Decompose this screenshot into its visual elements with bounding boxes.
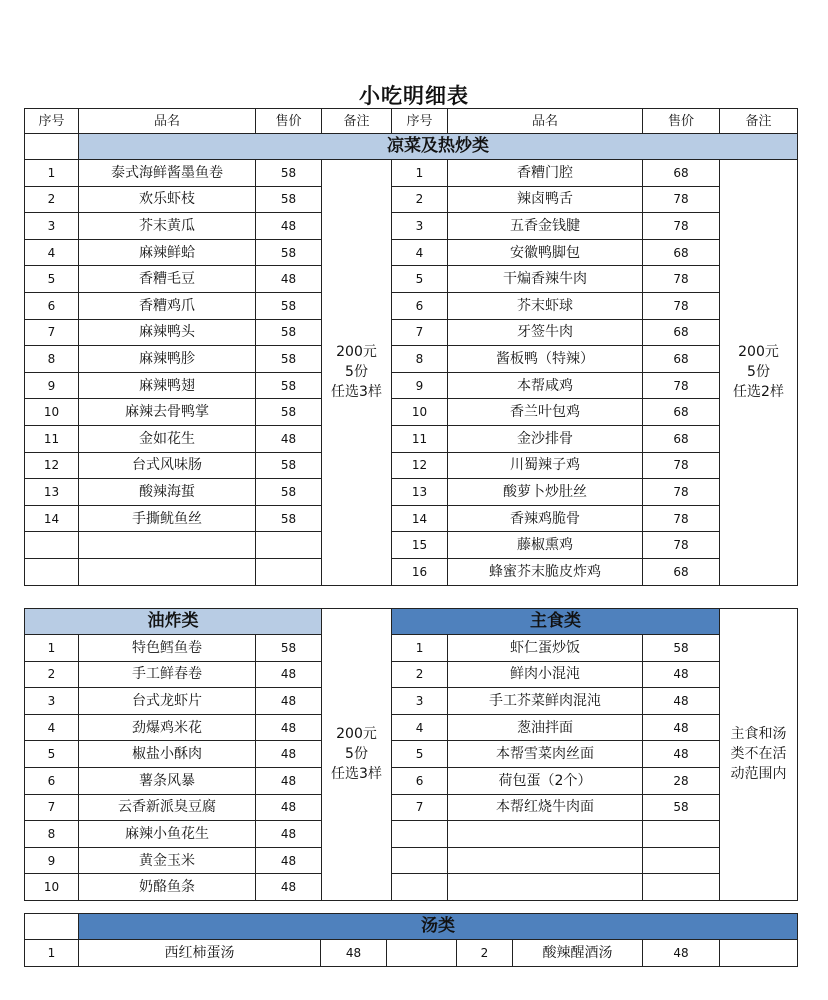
item-name: 麻辣去骨鸭掌 [79, 399, 256, 426]
empty-cell [392, 874, 448, 901]
item-no: 15 [392, 532, 448, 559]
item-no: 8 [25, 346, 79, 373]
note-line: 200元 [336, 344, 377, 361]
empty-cell [256, 558, 322, 585]
item-name: 香兰叶包鸡 [448, 399, 643, 426]
item-no: 2 [25, 661, 79, 688]
item-name: 酸萝卜炒肚丝 [448, 479, 643, 506]
item-price: 58 [256, 479, 322, 506]
item-name: 泰式海鲜酱墨鱼卷 [79, 160, 256, 187]
item-no: 5 [25, 266, 79, 293]
item-name: 荷包蛋（2个） [448, 767, 643, 794]
item-name: 本帮雪菜肉丝面 [448, 741, 643, 768]
item-price: 78 [643, 292, 720, 319]
item-name: 特色鳕鱼卷 [79, 635, 256, 662]
empty-cell [392, 847, 448, 874]
item-name: 鲜肉小混沌 [448, 661, 643, 688]
soup-price: 48 [643, 940, 720, 967]
empty-cell [392, 821, 448, 848]
note-line: 200元 [738, 344, 779, 361]
item-name: 香糟鸡爪 [79, 292, 256, 319]
item-price: 48 [256, 794, 322, 821]
item-price: 58 [256, 292, 322, 319]
item-no: 5 [25, 741, 79, 768]
item-name: 川蜀辣子鸡 [448, 452, 643, 479]
item-no: 14 [392, 505, 448, 532]
item-name: 台式风味肠 [79, 452, 256, 479]
item-price: 48 [643, 688, 720, 715]
item-name: 麻辣鸭翅 [79, 372, 256, 399]
item-no: 7 [392, 794, 448, 821]
item-no: 7 [392, 319, 448, 346]
band-spacer [25, 914, 79, 940]
soup-price: 48 [321, 940, 387, 967]
item-name: 黄金玉米 [79, 847, 256, 874]
item-name: 金沙排骨 [448, 425, 643, 452]
item-price: 48 [256, 661, 322, 688]
item-no: 13 [25, 479, 79, 506]
band-spacer [25, 134, 79, 160]
note-line: 任选2样 [733, 384, 784, 401]
note-line: 任选3样 [331, 384, 382, 401]
note-line: 类不在活 [730, 746, 787, 763]
empty-cell [25, 558, 79, 585]
note-line: 主食和汤 [730, 726, 787, 743]
item-price: 48 [256, 767, 322, 794]
empty-cell [643, 874, 720, 901]
item-price: 48 [256, 213, 322, 240]
header-no: 序号 [392, 109, 448, 134]
item-no: 9 [25, 372, 79, 399]
item-name: 芥末虾球 [448, 292, 643, 319]
item-price: 78 [643, 479, 720, 506]
item-price: 58 [256, 505, 322, 532]
item-name: 椒盐小酥肉 [79, 741, 256, 768]
item-price: 78 [643, 532, 720, 559]
item-no: 4 [392, 239, 448, 266]
fried-note [322, 609, 392, 901]
empty-cell [448, 874, 643, 901]
item-no: 11 [25, 425, 79, 452]
item-no: 13 [392, 479, 448, 506]
item-name: 牙签牛肉 [448, 319, 643, 346]
item-no: 2 [25, 186, 79, 213]
item-name: 手撕鱿鱼丝 [79, 505, 256, 532]
item-price: 48 [256, 714, 322, 741]
item-no: 7 [25, 319, 79, 346]
empty-cell [79, 532, 256, 559]
item-price: 68 [643, 160, 720, 187]
item-price: 58 [256, 346, 322, 373]
header-note: 备注 [322, 109, 392, 134]
item-name: 金如花生 [79, 425, 256, 452]
staple-note [720, 609, 798, 901]
soup-table [24, 913, 798, 967]
header-note: 备注 [720, 109, 798, 134]
item-no: 6 [25, 292, 79, 319]
item-no: 6 [392, 292, 448, 319]
item-price: 48 [256, 741, 322, 768]
item-name: 芥末黄瓜 [79, 213, 256, 240]
item-no: 7 [25, 794, 79, 821]
item-price: 78 [643, 505, 720, 532]
item-no: 4 [392, 714, 448, 741]
item-name: 五香金钱腱 [448, 213, 643, 240]
item-name: 云香新派臭豆腐 [79, 794, 256, 821]
empty-cell [387, 940, 457, 967]
item-no: 6 [392, 767, 448, 794]
item-name: 麻辣鸭胗 [79, 346, 256, 373]
item-name: 辣卤鸭舌 [448, 186, 643, 213]
page-title: 小吃明细表 [359, 84, 469, 108]
item-no: 6 [25, 767, 79, 794]
item-price: 58 [256, 160, 322, 187]
item-name: 香辣鸡脆骨 [448, 505, 643, 532]
item-price: 58 [256, 452, 322, 479]
item-no: 2 [392, 186, 448, 213]
section-title-fried: 油炸类 [25, 609, 322, 635]
empty-cell [643, 821, 720, 848]
header-price: 售价 [643, 109, 720, 134]
item-no: 5 [392, 741, 448, 768]
item-no: 12 [25, 452, 79, 479]
item-name: 酸辣海蜇 [79, 479, 256, 506]
item-price: 68 [643, 558, 720, 585]
item-no: 9 [25, 847, 79, 874]
item-price: 48 [256, 266, 322, 293]
cold-hot-right-note [720, 160, 798, 586]
item-name: 虾仁蛋炒饭 [448, 635, 643, 662]
item-price: 78 [643, 186, 720, 213]
item-price: 78 [643, 266, 720, 293]
cold-hot-left-note [322, 160, 392, 586]
item-no: 9 [392, 372, 448, 399]
item-no: 8 [25, 821, 79, 848]
item-no: 4 [25, 714, 79, 741]
header-no: 序号 [25, 109, 79, 134]
item-name: 欢乐虾枝 [79, 186, 256, 213]
item-price: 48 [643, 661, 720, 688]
item-name: 葱油拌面 [448, 714, 643, 741]
item-no: 11 [392, 425, 448, 452]
item-name: 薯条风暴 [79, 767, 256, 794]
item-no: 2 [392, 661, 448, 688]
item-no: 3 [25, 213, 79, 240]
item-no: 1 [392, 160, 448, 187]
item-price: 78 [643, 372, 720, 399]
item-price: 58 [256, 635, 322, 662]
item-no: 1 [25, 635, 79, 662]
item-price: 58 [256, 319, 322, 346]
fried-staple-table [24, 608, 798, 901]
empty-cell [79, 558, 256, 585]
item-no: 3 [392, 213, 448, 240]
item-name: 安徽鸭脚包 [448, 239, 643, 266]
item-price: 58 [643, 794, 720, 821]
item-name: 奶酪鱼条 [79, 874, 256, 901]
item-no: 10 [392, 399, 448, 426]
header-name: 品名 [79, 109, 256, 134]
item-price: 48 [643, 714, 720, 741]
item-no: 14 [25, 505, 79, 532]
item-price: 58 [256, 239, 322, 266]
item-price: 48 [256, 874, 322, 901]
item-name: 台式龙虾片 [79, 688, 256, 715]
item-price: 58 [256, 372, 322, 399]
item-price: 58 [256, 186, 322, 213]
item-price: 48 [256, 847, 322, 874]
item-no: 12 [392, 452, 448, 479]
item-no: 1 [25, 160, 79, 187]
empty-cell [448, 847, 643, 874]
item-name: 香糟门腔 [448, 160, 643, 187]
item-no: 8 [392, 346, 448, 373]
item-price: 48 [256, 688, 322, 715]
empty-cell [643, 847, 720, 874]
item-name: 劲爆鸡米花 [79, 714, 256, 741]
item-price: 68 [643, 399, 720, 426]
section-title-soup: 汤类 [79, 914, 798, 940]
empty-cell [720, 940, 798, 967]
note-line: 200元 [336, 726, 377, 743]
item-price: 78 [643, 213, 720, 240]
item-no: 5 [392, 266, 448, 293]
item-price: 68 [643, 239, 720, 266]
item-price: 68 [643, 319, 720, 346]
item-price: 68 [643, 346, 720, 373]
item-price: 48 [643, 741, 720, 768]
item-name: 手工芥菜鲜肉混沌 [448, 688, 643, 715]
item-name: 本帮红烧牛肉面 [448, 794, 643, 821]
item-no: 3 [25, 688, 79, 715]
empty-cell [256, 532, 322, 559]
item-no: 10 [25, 874, 79, 901]
soup-no: 1 [25, 940, 79, 967]
item-price: 48 [256, 425, 322, 452]
item-no: 3 [392, 688, 448, 715]
item-name: 手工鲜春卷 [79, 661, 256, 688]
note-line: 5份 [345, 364, 368, 381]
header-name: 品名 [448, 109, 643, 134]
item-no: 10 [25, 399, 79, 426]
item-price: 48 [256, 821, 322, 848]
section-title-staple: 主食类 [392, 609, 720, 635]
soup-name: 酸辣醒酒汤 [513, 940, 643, 967]
item-no: 16 [392, 558, 448, 585]
item-price: 58 [256, 399, 322, 426]
empty-cell [448, 821, 643, 848]
item-name: 麻辣鲜蛤 [79, 239, 256, 266]
note-line: 任选3样 [331, 766, 382, 783]
section-title-cold-hot: 凉菜及热炒类 [79, 134, 798, 160]
item-price: 68 [643, 425, 720, 452]
item-name: 干煸香辣牛肉 [448, 266, 643, 293]
note-line: 动范围内 [730, 766, 787, 783]
item-name: 香糟毛豆 [79, 266, 256, 293]
item-name: 藤椒熏鸡 [448, 532, 643, 559]
item-name: 酱板鸭（特辣） [448, 346, 643, 373]
item-name: 本帮咸鸡 [448, 372, 643, 399]
item-no: 4 [25, 239, 79, 266]
header-price: 售价 [256, 109, 322, 134]
item-price: 78 [643, 452, 720, 479]
empty-cell [25, 532, 79, 559]
item-name: 蜂蜜芥末脆皮炸鸡 [448, 558, 643, 585]
soup-no: 2 [457, 940, 513, 967]
soup-name: 西红柿蛋汤 [79, 940, 321, 967]
item-price: 58 [643, 635, 720, 662]
note-line: 5份 [345, 746, 368, 763]
item-name: 麻辣小鱼花生 [79, 821, 256, 848]
item-no: 1 [392, 635, 448, 662]
item-name: 麻辣鸭头 [79, 319, 256, 346]
item-price: 28 [643, 767, 720, 794]
note-line: 5份 [747, 364, 770, 381]
cold-hot-table [24, 108, 798, 586]
